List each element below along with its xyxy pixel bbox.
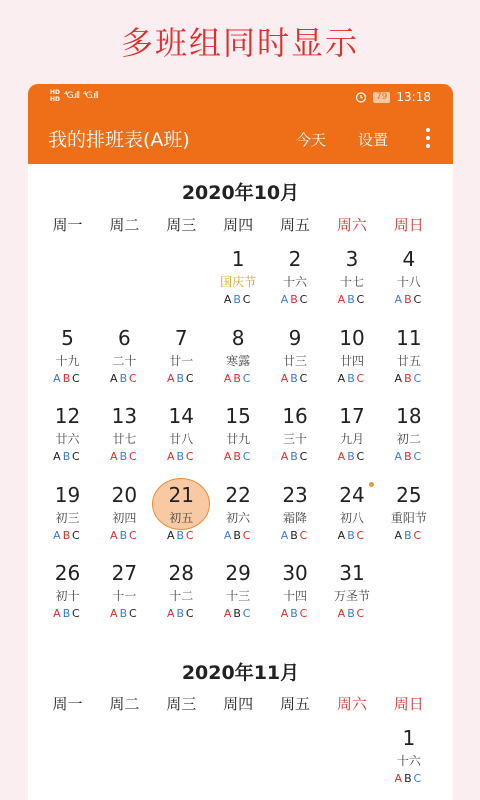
- shift-groups: [267, 292, 324, 308]
- shift-groups: [153, 371, 210, 387]
- day-number: 21: [168, 482, 194, 507]
- shift-groups: [267, 528, 324, 544]
- shift-group-label: B: [233, 528, 243, 542]
- lunar-date: 初十: [55, 589, 80, 603]
- lunar-date: 十八: [396, 275, 421, 289]
- clock: 13:18: [396, 90, 431, 104]
- shift-groups: [380, 449, 437, 465]
- day-number: 1: [402, 726, 416, 750]
- day-number: 6: [117, 325, 131, 350]
- shift-groups: [324, 292, 381, 308]
- lunar-date: 廿四: [339, 353, 364, 368]
- day-cell[interactable]: [380, 482, 437, 560]
- shift-group-label: C: [242, 371, 253, 385]
- status-bar: [28, 84, 453, 112]
- shift-group-label: B: [404, 371, 414, 385]
- day-cell[interactable]: [210, 560, 267, 638]
- shift-group-label: C: [413, 450, 424, 463]
- shift-group-label: A: [53, 450, 63, 463]
- promo-headline: 多班组同时显示: [120, 24, 359, 62]
- shift-group-label: A: [110, 450, 120, 463]
- shift-group-label: B: [233, 293, 243, 306]
- day-number: 31: [339, 561, 365, 585]
- shift-groups: [380, 771, 437, 787]
- shift-group-label: B: [290, 607, 300, 620]
- shift-group-label: C: [72, 607, 82, 620]
- day-cell[interactable]: [380, 325, 437, 403]
- lunar-date: 十九: [55, 353, 80, 368]
- lunar-date: 廿九: [226, 432, 251, 446]
- day-number: 22: [225, 482, 251, 507]
- settings-button[interactable]: 设置: [358, 131, 389, 149]
- day-number: 24: [339, 482, 365, 507]
- hd-icon: [50, 89, 60, 103]
- shift-group-label: A: [110, 528, 120, 542]
- shift-groups: [96, 371, 153, 387]
- day-cell[interactable]: [267, 482, 324, 560]
- day-cell[interactable]: [324, 560, 381, 638]
- shift-group-label: B: [233, 607, 243, 620]
- day-cell[interactable]: [39, 482, 96, 560]
- shift-groups: [380, 292, 437, 308]
- weekday-label: 周五: [280, 216, 311, 234]
- more-menu-icon[interactable]: [422, 126, 434, 150]
- lunar-date: 廿八: [169, 432, 194, 446]
- lunar-date: 十四: [283, 589, 308, 603]
- day-number: 10: [339, 325, 365, 350]
- day-cell[interactable]: [96, 403, 153, 481]
- lunar-date: 初三: [55, 510, 80, 525]
- day-cell[interactable]: [39, 325, 96, 403]
- day-cell[interactable]: [96, 325, 153, 403]
- shift-group-label: A: [337, 450, 348, 463]
- lunar-date: 廿七: [112, 432, 137, 446]
- shift-group-label: B: [119, 607, 129, 620]
- day-cell[interactable]: [324, 325, 381, 403]
- day-number: 16: [282, 404, 308, 428]
- day-cell[interactable]: [267, 246, 324, 324]
- shift-group-label: C: [242, 528, 253, 542]
- shift-groups: [153, 606, 210, 622]
- shift-group-label: A: [394, 528, 405, 542]
- lunar-date: 初五: [169, 510, 194, 525]
- lunar-date: 三十: [283, 432, 308, 446]
- signal-icon-2: ⁴G.ıll: [82, 91, 98, 101]
- month-title: 2020年11月: [181, 662, 300, 684]
- shift-group-label: B: [233, 371, 243, 385]
- day-cell[interactable]: [324, 482, 381, 560]
- shift-group-label: B: [347, 450, 357, 463]
- today-button[interactable]: 今天: [296, 131, 327, 149]
- shift-group-label: C: [185, 371, 196, 385]
- shift-group-label: B: [176, 607, 186, 620]
- shift-group-label: C: [299, 371, 310, 385]
- shift-group-label: A: [223, 528, 234, 542]
- shift-groups: [210, 606, 267, 622]
- shift-group-label: A: [223, 607, 234, 620]
- day-number: 2: [288, 247, 302, 271]
- shift-groups: [153, 528, 210, 544]
- page-title: 我的排班表(A班): [48, 129, 190, 151]
- signal-icon: ⁴G.ıll: [64, 91, 79, 101]
- shift-group-label: B: [176, 450, 186, 463]
- day-cell[interactable]: [380, 246, 437, 324]
- shift-group-label: A: [110, 371, 120, 385]
- lunar-date: 十三: [226, 589, 251, 603]
- weekday-label: 周六: [336, 695, 367, 713]
- lunar-date: 初四: [112, 510, 137, 525]
- shift-group-label: B: [404, 772, 414, 785]
- shift-group-label: B: [347, 371, 357, 385]
- day-number: 4: [402, 247, 416, 271]
- app-bar: [28, 112, 453, 164]
- day-number: 8: [231, 325, 245, 350]
- day-number: 17: [339, 404, 365, 428]
- day-cell[interactable]: [210, 246, 267, 324]
- shift-group-label: A: [280, 371, 291, 385]
- shift-group-label: C: [413, 371, 424, 385]
- shift-group-label: A: [337, 528, 348, 542]
- day-number: 5: [61, 325, 74, 350]
- shift-group-label: A: [394, 450, 405, 463]
- weekday-header: [39, 693, 449, 714]
- shift-groups: [210, 528, 267, 544]
- day-number: 9: [288, 325, 302, 350]
- event-dot: [369, 482, 374, 487]
- status-signal-group: [50, 89, 98, 103]
- lunar-date: 十二: [169, 589, 194, 603]
- shift-group-label: A: [53, 371, 63, 385]
- weekday-label: 周二: [109, 216, 140, 234]
- day-number: 29: [225, 561, 251, 585]
- day-cell[interactable]: [210, 403, 267, 481]
- lunar-date: 九月: [339, 432, 364, 446]
- shift-group-label: C: [185, 607, 196, 620]
- day-cell[interactable]: [153, 560, 210, 638]
- shift-group-label: C: [128, 450, 139, 463]
- shift-group-label: C: [72, 371, 82, 385]
- shift-group-label: A: [280, 293, 291, 306]
- shift-groups: [96, 449, 153, 465]
- day-number: 3: [345, 247, 359, 271]
- lunar-date: 十七: [339, 275, 364, 289]
- weekday-label: 周二: [109, 695, 140, 713]
- shift-group-label: B: [290, 450, 300, 463]
- lunar-date: 初六: [226, 510, 251, 525]
- shift-group-label: C: [299, 528, 310, 542]
- weekday-label: 周一: [52, 216, 83, 234]
- phone-screen: [28, 84, 453, 800]
- weekday-label: 周一: [52, 695, 83, 713]
- shift-group-label: A: [337, 607, 348, 620]
- shift-group-label: A: [53, 528, 63, 542]
- day-number: 23: [282, 482, 308, 507]
- shift-groups: [210, 371, 267, 387]
- hd-label-2: HD: [50, 96, 61, 103]
- lunar-date: 重阳节: [390, 510, 427, 525]
- day-cell[interactable]: [324, 246, 381, 324]
- weekday-header: [39, 214, 449, 235]
- day-cell[interactable]: [39, 403, 96, 481]
- day-number: 14: [168, 404, 194, 428]
- shift-groups: [324, 606, 381, 622]
- shift-groups: [380, 528, 437, 544]
- shift-group-label: C: [242, 293, 253, 306]
- shift-group-label: B: [290, 371, 300, 385]
- day-cell[interactable]: [267, 325, 324, 403]
- shift-group-label: A: [166, 607, 177, 620]
- shift-group-label: B: [347, 607, 357, 620]
- shift-group-label: C: [185, 528, 196, 542]
- shift-group-label: C: [185, 450, 196, 463]
- shift-group-label: A: [280, 528, 291, 542]
- weekday-label: 周四: [223, 695, 254, 713]
- shift-group-label: B: [62, 528, 73, 542]
- day-number: 28: [168, 561, 194, 585]
- day-cell[interactable]: [39, 560, 96, 638]
- shift-groups: [324, 371, 381, 387]
- shift-group-label: B: [119, 528, 129, 542]
- shift-group-label: A: [166, 528, 177, 542]
- shift-group-label: B: [119, 371, 129, 385]
- day-number: 19: [54, 482, 81, 507]
- shift-group-label: B: [62, 371, 73, 385]
- day-number: 26: [54, 561, 81, 585]
- day-number: 15: [225, 404, 251, 428]
- day-cell[interactable]: [380, 725, 437, 800]
- shift-group-label: C: [356, 371, 367, 385]
- day-number: 30: [282, 561, 308, 585]
- shift-groups: [153, 449, 210, 465]
- weekday-label: 周五: [280, 695, 311, 713]
- shift-groups: [267, 371, 324, 387]
- shift-group-label: C: [299, 607, 310, 620]
- shift-group-label: A: [280, 450, 291, 463]
- shift-group-label: B: [62, 450, 73, 463]
- shift-group-label: A: [166, 371, 177, 385]
- day-cell[interactable]: [153, 403, 210, 481]
- day-number: 25: [396, 482, 422, 507]
- shift-groups: [210, 292, 267, 308]
- shift-group-label: A: [394, 293, 405, 306]
- shift-group-label: C: [356, 607, 367, 620]
- shift-group-label: B: [404, 528, 414, 542]
- shift-group-label: B: [119, 450, 129, 463]
- lunar-date: 初二: [396, 432, 421, 446]
- shift-groups: [210, 449, 267, 465]
- shift-group-label: C: [299, 450, 310, 463]
- lunar-date: 万圣节: [333, 589, 370, 603]
- lunar-date: 十一: [112, 589, 137, 603]
- day-cell[interactable]: [210, 325, 267, 403]
- lunar-date: 寒露: [226, 353, 251, 368]
- day-cell[interactable]: [153, 325, 210, 403]
- lunar-date: 霜降: [283, 510, 308, 525]
- lunar-date: 初八: [339, 510, 364, 525]
- weekday-label: 周四: [223, 216, 254, 234]
- shift-group-label: C: [356, 293, 367, 306]
- day-cell[interactable]: [380, 403, 437, 481]
- shift-group-label: C: [242, 607, 253, 620]
- lunar-date: 廿三: [283, 353, 308, 368]
- status-right-group: [355, 90, 431, 104]
- day-number: 11: [396, 325, 422, 350]
- shift-group-label: A: [223, 450, 234, 463]
- shift-groups: [380, 371, 437, 387]
- lunar-date: 二十: [112, 353, 137, 368]
- shift-group-label: B: [233, 450, 243, 463]
- day-cell-today[interactable]: [153, 482, 210, 560]
- weekday-label: 周三: [166, 216, 197, 234]
- shift-group-label: A: [394, 371, 405, 385]
- weekday-label: 周日: [393, 216, 424, 234]
- shift-group-label: C: [242, 450, 253, 463]
- shift-group-label: C: [72, 528, 82, 542]
- shift-group-label: A: [280, 607, 291, 620]
- shift-group-label: C: [72, 450, 82, 463]
- shift-group-label: A: [53, 607, 63, 620]
- day-cell[interactable]: [324, 403, 381, 481]
- hd-label-1: HD: [50, 89, 61, 96]
- shift-group-label: B: [290, 293, 300, 306]
- day-cell[interactable]: [267, 403, 324, 481]
- shift-group-label: B: [290, 528, 300, 542]
- weekday-label: 周六: [336, 216, 367, 234]
- shift-group-label: C: [413, 293, 424, 306]
- shift-group-label: C: [356, 450, 367, 463]
- day-number: 27: [111, 561, 138, 585]
- day-number: 20: [111, 482, 138, 507]
- lunar-date: 十六: [283, 275, 308, 289]
- day-cell[interactable]: [96, 560, 153, 638]
- day-cell[interactable]: [96, 482, 153, 560]
- shift-groups: [39, 371, 96, 387]
- shift-group-label: C: [128, 528, 139, 542]
- weekday-label: 周三: [166, 695, 197, 713]
- shift-group-label: C: [356, 528, 367, 542]
- shift-groups: [39, 606, 96, 622]
- shift-group-label: A: [337, 371, 348, 385]
- shift-groups: [324, 528, 381, 544]
- shift-group-label: A: [223, 293, 234, 306]
- shift-groups: [267, 606, 324, 622]
- shift-group-label: C: [128, 371, 139, 385]
- shift-groups: [324, 449, 381, 465]
- shift-group-label: A: [166, 450, 177, 463]
- shift-group-label: B: [176, 371, 186, 385]
- day-cell[interactable]: [210, 482, 267, 560]
- day-number: 12: [54, 404, 81, 428]
- lunar-date: 十六: [396, 754, 421, 768]
- shift-group-label: B: [404, 450, 414, 463]
- shift-group-label: A: [223, 371, 234, 385]
- day-cell[interactable]: [267, 560, 324, 638]
- shift-groups: [96, 528, 153, 544]
- lunar-date: 廿五: [396, 353, 421, 368]
- shift-group-label: B: [347, 528, 357, 542]
- month-title: 2020年10月: [181, 182, 300, 204]
- shift-group-label: B: [62, 607, 73, 620]
- lunar-date: 廿六: [55, 432, 80, 446]
- day-number: 18: [396, 404, 422, 428]
- shift-groups: [267, 449, 324, 465]
- alarm-icon: [355, 91, 367, 103]
- shift-group-label: C: [299, 293, 310, 306]
- day-number: 13: [111, 404, 138, 428]
- shift-groups: [39, 528, 96, 544]
- shift-group-label: B: [176, 528, 186, 542]
- lunar-date: 廿一: [169, 353, 194, 368]
- shift-group-label: B: [347, 293, 357, 306]
- shift-group-label: C: [413, 528, 424, 542]
- shift-group-label: A: [337, 293, 348, 306]
- day-number: 7: [174, 325, 188, 350]
- lunar-date: 国庆节: [220, 275, 257, 289]
- day-number: 1: [231, 247, 245, 271]
- shift-group-label: C: [413, 772, 424, 785]
- shift-groups: [96, 606, 153, 622]
- shift-groups: [39, 449, 96, 465]
- shift-group-label: A: [394, 772, 405, 785]
- weekday-label: 周日: [393, 695, 424, 713]
- shift-group-label: A: [110, 607, 120, 620]
- shift-group-label: C: [128, 607, 139, 620]
- battery-icon: 79: [373, 92, 390, 103]
- shift-group-label: B: [404, 293, 414, 306]
